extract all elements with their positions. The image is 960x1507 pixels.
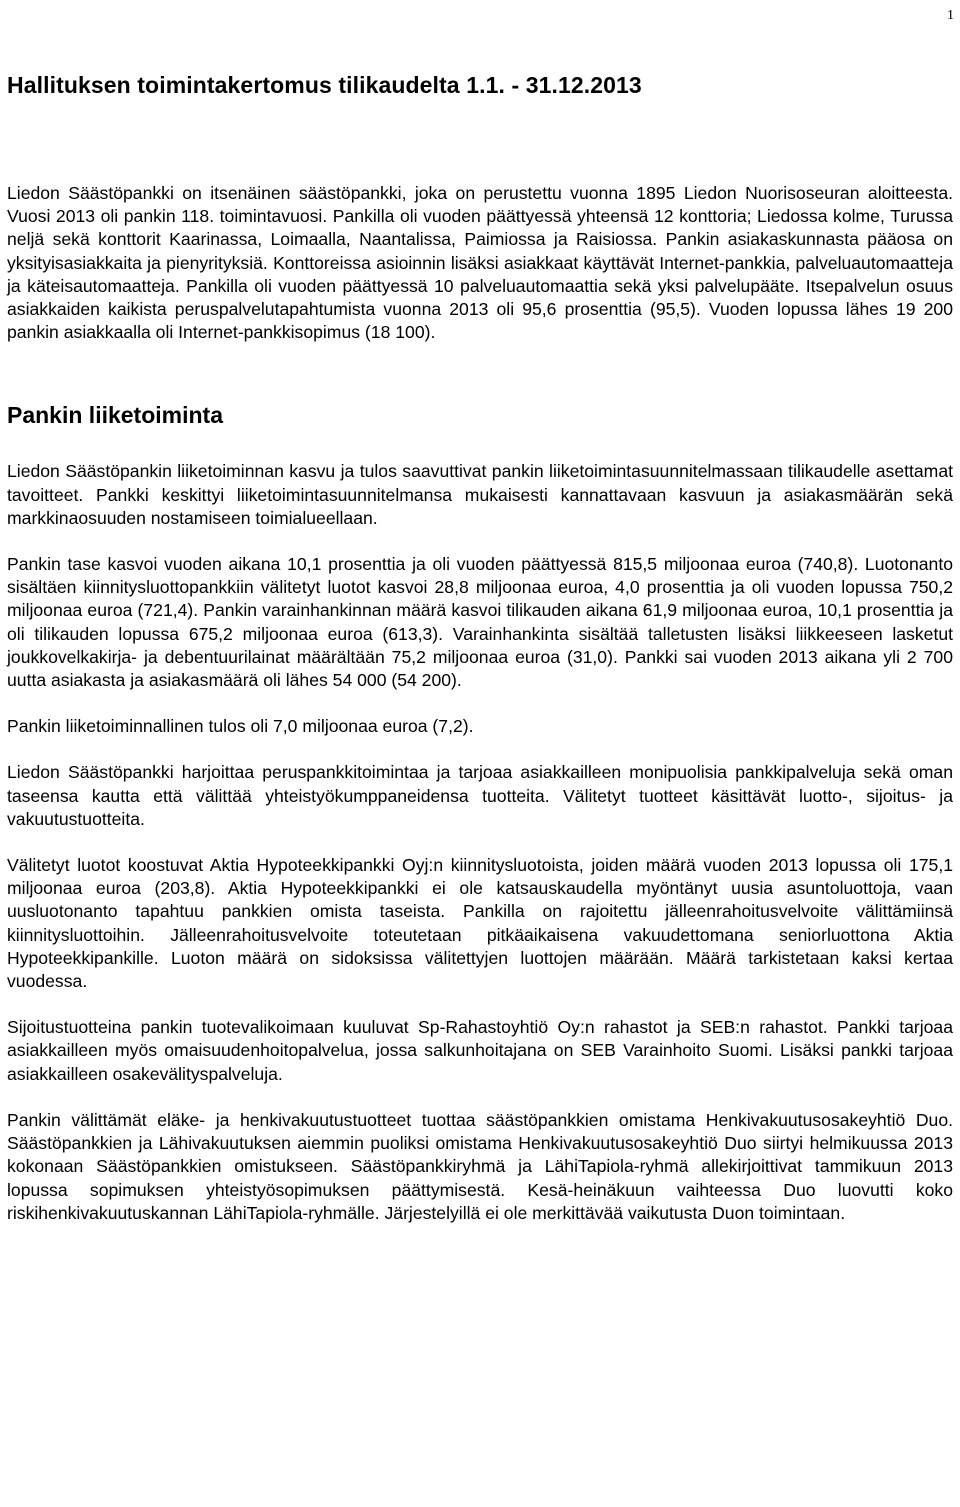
spacer [7,692,953,715]
spacer [7,738,953,761]
section-paragraph-balance-sheet: Pankin tase kasvoi vuoden aikana 10,1 prosenttia ja oli vuoden päättyessä 815,5 miljoonaa euroa (740,8). Luotonanto sisältäen kiinnitysluottopankkiin välitetyt luotot kasvoi 28,8 miljoonaa euroa, 4,0 prosenttia ja oli vuoden lopussa 750,2 miljoonaa euroa (721,4). Pankin varainhankinnan määrä kasvoi tilikauden aikana 61,9 miljoonaa euroa, 10,1 prosenttia ja oli tilikauden lopussa 675,2 miljoonaa euroa (613,3). Varainhankinta sisältää talletusten lisäksi liikkeeseen lasketut joukkovelkakirja- ja debentuurilainat määrältään 75,2 miljoonaa euroa (31,0). Pankki sai vuoden 2013 aikana yli 2 700 uutta asiakasta ja asiakasmäärä oli lähes 54 000 (54 200). [7,554,953,691]
section-paragraph-business-growth: Liedon Säästöpankin liiketoiminnan kasvu ja tulos saavuttivat pankin liiketoimintasuunnitelmassaan tilikaudelle asettamat tavoitteet. Pankki keskittyi liiketoimintasuunnitelmansa mukaisesti kannattavaan kasvuun ja asiakasmäärän sekä markkinaosuuden nostamiseen toimialueellaan. [7,461,953,528]
section-paragraph-brokered-loans: Välitetyt luotot koostuvat Aktia Hypoteekkipankki Oyj:n kiinnitysluotoista, joiden määrä vuoden 2013 lopussa oli 175,1 miljoonaa euroa (203,8). Aktia Hypoteekkipankki ei ole katsauskaudella myöntänyt uusia asuntoluottoja, vaan uusluotonanto tapahtuu pankkien omista taseista. Pankilla on rajoitettu jälleenrahoitusvelvoite välittämiinsä kiinnitysluottoihin. Jälleenrahoitusvelvoite toteutetaan pitkäaikaisena vakuudettomana seniorluottona Aktia Hypoteekkipankille. Luoton määrä on sidoksissa välitettyjen luottojen määrään. Määrä tarkistetaan kaksi kertaa vuodessa. [7,855,953,992]
spacer [7,100,953,182]
intro-paragraph: Liedon Säästöpankki on itsenäinen säästöpankki, joka on perustettu vuonna 1895 Liedon Nuorisoseuran aloitteesta. Vuosi 2013 oli pankin 118. toimintavuosi. Pankilla oli vuoden päättyessä yhteensä 12 konttoria; Liedossa kolme, Turussa neljä sekä konttorit Kaarinassa, Loimaalla, Naantalissa, Paimiossa ja Raisiossa. Pankin asiakaskunnasta pääosa on yksityisasiakkaita ja pienyrityksiä. Konttoreissa asioinnin lisäksi asiakkaat käyttävät Internet-pankkia, palveluautomaatteja ja käteisautomaatteja. Pankilla oli vuoden päättyessä 10 palveluautomaattia sekä yksi palvelupääte. Itsepalvelun osuus asiakkaiden kaikista peruspalvelutapahtumista vuonna 2013 oli 95,6 prosenttia (95,5). Vuoden lopussa lähes 19 200 pankin asiakkaalla oli Internet-pankkisopimus (18 100). [7,183,953,343]
section-paragraph-operating-result: Pankin liiketoiminnallinen tulos oli 7,0 miljoonaa euroa (7,2). [7,716,474,737]
spacer [7,344,953,400]
spacer [7,831,953,854]
section-paragraph-services: Liedon Säästöpankki harjoittaa peruspankkitoimintaa ja tarjoaa asiakkailleen monipuolisia pankkipalveluja sekä oman taseensa kautta että välittää yhteistyökumppaneidensa tuotteita. Välitetyt tuotteet käsittävät luotto-, sijoitus- ja vakuutustuotteita. [7,762,953,829]
section-paragraph-insurance-products: Pankin välittämät eläke- ja henkivakuutustuotteet tuottaa säästöpankkien omistama Henkivakuutusosakeyhtiö Duo. Säästöpankkien ja Lähivakuutuksen aiemmin puoliksi omistama Henkivakuutusosakeyhtiö Duo siirtyi helmikuussa 2013 kokonaan Säästöpankkien omistukseen. Säästöpankkiryhmä ja LähiTapiola-ryhmä allekirjoittivat tammikuun 2013 lopussa sopimuksen yhteistyösopimuksen päättymisestä. Kesä-heinäkuun vaihteessa Duo luovutti koko riskihenkivakuutuskannan LähiTapiola-ryhmälle. Järjestelyillä ei ole merkittävää vaikutusta Duon toimintaan. [7,1109,953,1223]
document-body [7,70,953,1225]
section-heading: Pankin liiketoiminta [7,402,223,429]
spacer [7,993,953,1016]
spacer [7,430,953,460]
spacer [7,530,953,553]
document-title: Hallituksen toimintakertomus tilikaudelta 1.1. - 31.12.2013 [7,72,642,98]
page-number: 1 [947,8,954,23]
spacer [7,1086,953,1109]
section-paragraph-investment-products: Sijoitustuotteina pankin tuotevalikoimaan kuuluvat Sp-Rahastoyhtiö Oy:n rahastot ja SEB:n rahastot. Pankki tarjoaa asiakkailleen myös omaisuudenhoitopalvelua, jossa salkunhoitajana on SEB Varainhoito Suomi. Lisäksi pankki tarjoaa asiakkailleen osakevälityspalveluja. [7,1017,953,1084]
